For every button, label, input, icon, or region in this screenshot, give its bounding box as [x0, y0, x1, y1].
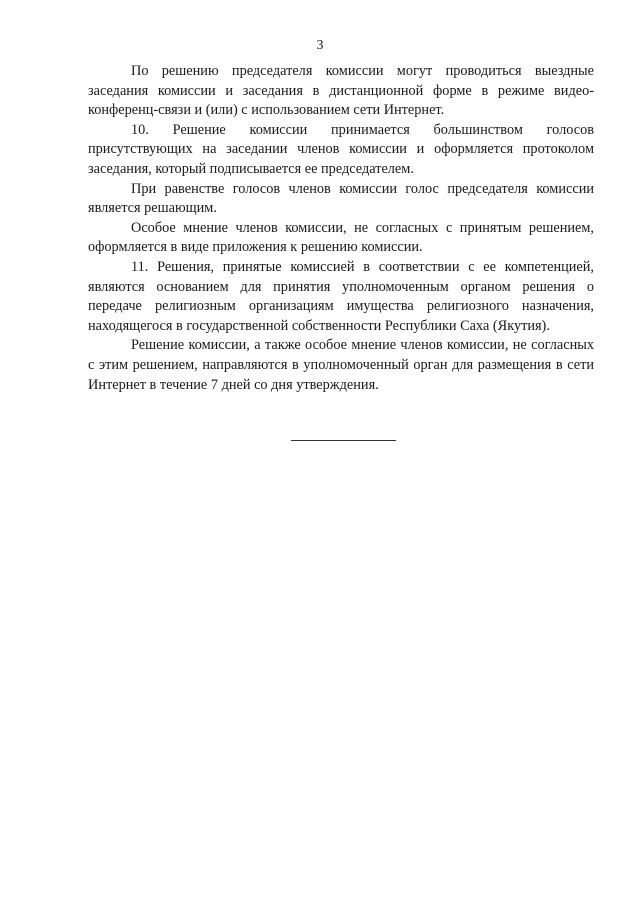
page-number: 3 [316, 38, 324, 53]
paragraph-field-meetings: По решению председателя комиссии могут проводиться выездные заседания комиссии и заседания в дистанционной форме в режиме видео-конференц-связи и (или) с использованием сети Интернет. [88, 63, 594, 119]
paragraph-publication: Решение комиссии, а также особое мнение членов комиссии, не согласных с этим решением, направляются в уполномоченный орган для размещения в сети Интернет в течение 7 дней со дня утверждения. [88, 337, 594, 393]
paragraph-dissenting-opinion: Особое мнение членов комиссии, не согласных с принятым решением, оформляется в виде приложения к решению комиссии. [88, 219, 594, 256]
paragraph-tie-vote: При равенстве голосов членов комиссии голос председателя комиссии является решающим. [88, 180, 594, 217]
paragraph-item-10-decision: 10. Решение комиссии принимается большинством голосов присутствующих на заседании членов комиссии и оформляется протоколом заседания, который подписывается ее председателем. [88, 121, 594, 177]
document-body [88, 62, 594, 395]
paragraph-item-11-decisions: 11. Решения, принятые комиссией в соответствии с ее компетенцией, являются основанием для принятия уполномоченным органом решения о передаче религиозным организациям имущества религиозного назначения, находящегося в государственной собственности Республики Саха (Якутия). [88, 258, 594, 334]
end-separator-line [291, 440, 396, 441]
